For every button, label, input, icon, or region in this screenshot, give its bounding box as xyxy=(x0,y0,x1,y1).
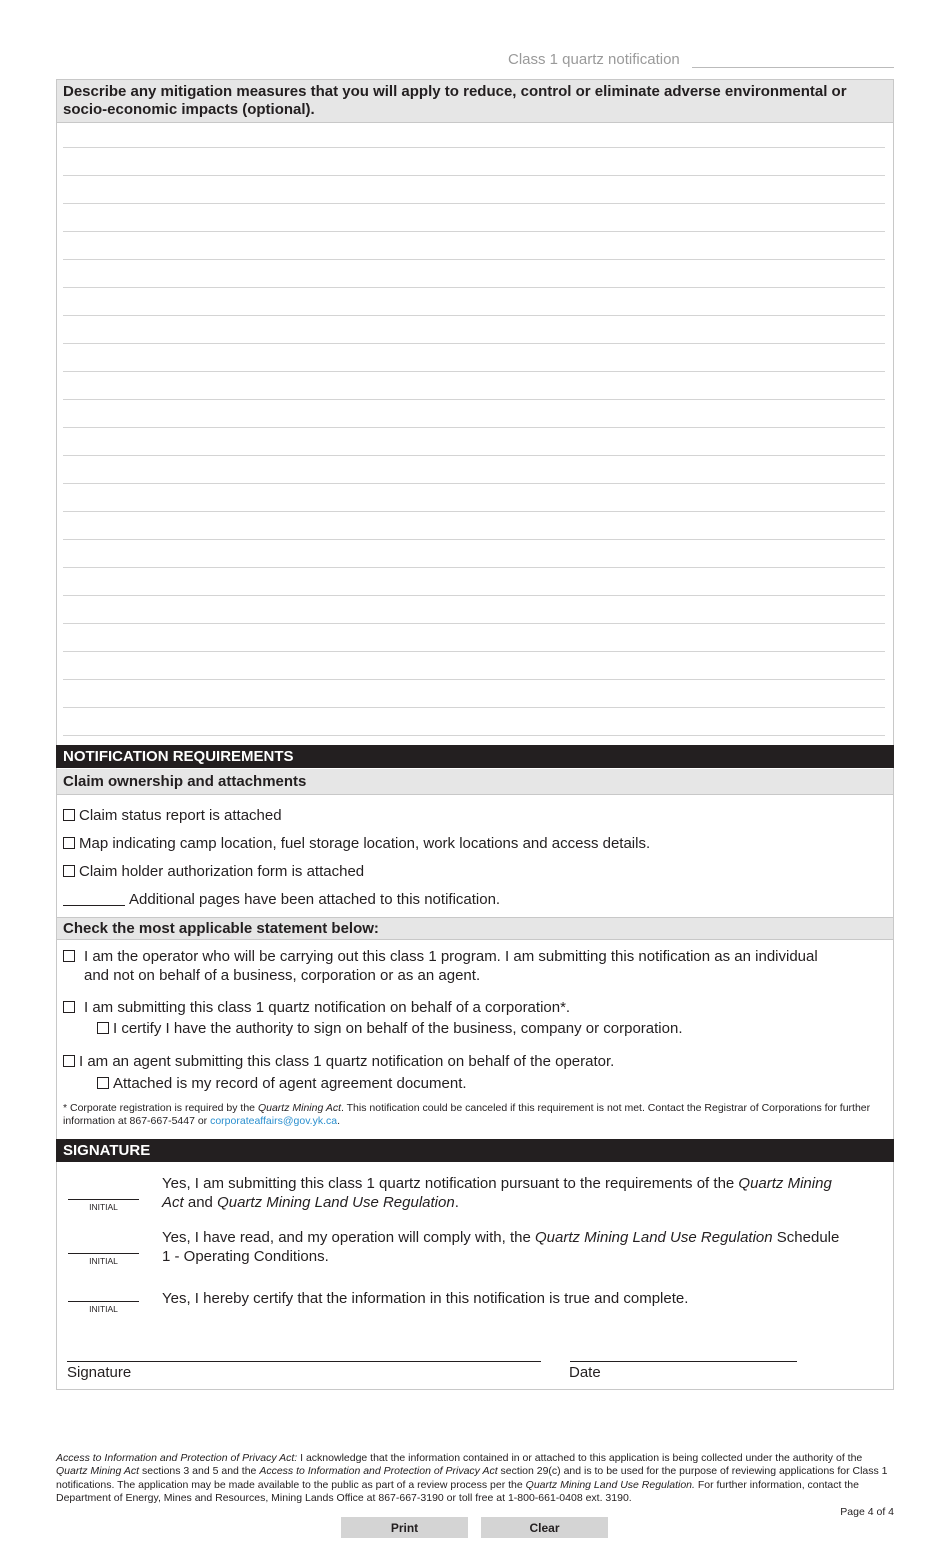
print-button[interactable]: Print xyxy=(341,1517,468,1538)
map-label: Map indicating camp location, fuel storage location, work locations and access details. xyxy=(79,834,651,852)
authorization-row xyxy=(63,861,364,881)
mitigation-question: Describe any mitigation measures that you will apply to reduce, control or eliminate adverse environmental or socio-economic impacts (optional). xyxy=(57,80,893,123)
privacy-text-6: section 29(c) and is to be used for the purpose of reviewing applications for Class 1 notifications. The application may be made available to the public as part of a review process per the xyxy=(56,1465,888,1491)
answer-rule-line xyxy=(63,147,885,148)
privacy-text-8: For further information, contact the Department of Energy, Mines and Resources, Mining Lands Office at 867-667-3190 or toll free at 1-800-661-0408 ext. 3190. xyxy=(56,1478,859,1504)
answer-rule-line xyxy=(63,595,885,596)
corporation-label: I am submitting this class 1 quartz notification on behalf of a corporation*. xyxy=(84,999,571,1016)
statement-operating-conditions xyxy=(162,1228,842,1266)
operator-label: I am the operator who will be carrying out this class 1 program. I am submitting this notification as an individual and not on behalf of a business, corporation or as an agent. xyxy=(84,948,818,984)
notification-title: NOTIFICATION REQUIREMENTS xyxy=(56,745,894,768)
initial-label-2: INITIAL xyxy=(89,1256,118,1266)
s1-text-b: Quartz Mining Act xyxy=(162,1175,832,1211)
s1-text-e: . xyxy=(454,1194,459,1211)
answer-rule-line xyxy=(63,203,885,204)
initial-field-2[interactable] xyxy=(68,1253,139,1254)
footnote-end: . xyxy=(337,1115,341,1127)
form-name-line xyxy=(692,67,894,68)
privacy-notice xyxy=(56,1452,896,1505)
page-number: Page 4 of 4 xyxy=(840,1506,894,1518)
answer-rule-line xyxy=(63,651,885,652)
clear-button[interactable]: Clear xyxy=(481,1517,608,1538)
claim-status-label: Claim status report is attached xyxy=(79,806,282,824)
operator-checkbox[interactable] xyxy=(63,950,75,962)
corporate-footnote xyxy=(63,1102,883,1128)
signature-title: SIGNATURE xyxy=(56,1139,894,1162)
claim-status-row xyxy=(63,805,282,825)
answer-rule-line xyxy=(63,315,885,316)
additional-pages-row xyxy=(63,889,500,909)
privacy-text-5: Access to Information and Protection of Privacy Act xyxy=(259,1465,498,1478)
privacy-text-3: Quartz Mining Act xyxy=(56,1465,140,1478)
agent-record-statement xyxy=(97,1074,837,1093)
footnote-act: Quartz Mining Act xyxy=(257,1102,341,1114)
signature-field[interactable] xyxy=(67,1361,541,1362)
privacy-text-7: Quartz Mining Land Use Regulation. xyxy=(525,1478,695,1491)
form-name: Class 1 quartz notification xyxy=(508,51,680,68)
date-field[interactable] xyxy=(570,1361,797,1362)
s2-text-c: Schedule 1 - Operating Conditions. xyxy=(162,1229,840,1265)
s2-text-b: Quartz Mining Land Use Regulation xyxy=(534,1229,773,1246)
statement-certify-true: Yes, I hereby certify that the information in this notification is true and complete. xyxy=(162,1290,689,1307)
answer-rule-line xyxy=(63,623,885,624)
corporation-checkbox[interactable] xyxy=(63,1001,75,1013)
s2-text-a: Yes, I have read, and my operation will comply with, the xyxy=(162,1229,535,1246)
corporation-certify-checkbox[interactable] xyxy=(97,1022,109,1034)
authorization-checkbox[interactable] xyxy=(63,865,75,877)
answer-rule-line xyxy=(63,735,885,736)
map-row xyxy=(63,833,650,853)
answer-rule-line xyxy=(63,455,885,456)
map-checkbox[interactable] xyxy=(63,837,75,849)
answer-rule-line xyxy=(63,343,885,344)
s1-text-c: and xyxy=(183,1194,218,1211)
initial-field-3[interactable] xyxy=(68,1301,139,1302)
initial-field-1[interactable] xyxy=(68,1199,139,1200)
privacy-act-name: Access to Information and Protection of Privacy Act: xyxy=(56,1452,298,1464)
statement-quartz-act xyxy=(162,1174,842,1212)
operator-statement xyxy=(63,947,823,985)
statements-title: Check the most applicable statement below: xyxy=(57,917,893,940)
answer-rule-line xyxy=(63,427,885,428)
answer-rule-line xyxy=(63,175,885,176)
answer-rule-line xyxy=(63,287,885,288)
authorization-label: Claim holder authorization form is attached xyxy=(79,862,365,880)
initial-label-1: INITIAL xyxy=(89,1202,118,1212)
agent-checkbox[interactable] xyxy=(63,1055,75,1067)
answer-rule-line xyxy=(63,567,885,568)
corporation-certify-statement xyxy=(97,1019,837,1038)
s1-text-a: Yes, I am submitting this class 1 quartz notification pursuant to the requirements of the xyxy=(162,1175,739,1192)
corporate-affairs-email-link[interactable]: corporateaffairs@gov.yk.ca xyxy=(210,1115,338,1127)
answer-rule-line xyxy=(63,511,885,512)
agent-record-label: Attached is my record of agent agreement document. xyxy=(113,1075,467,1092)
agent-label: I am an agent submitting this class 1 quartz notification on behalf of the operator. xyxy=(79,1053,615,1070)
answer-rule-line xyxy=(63,679,885,680)
agent-statement xyxy=(63,1052,823,1071)
initial-label-3: INITIAL xyxy=(89,1304,118,1314)
answer-rule-line xyxy=(63,483,885,484)
privacy-text-2: I acknowledge that the information contained in or attached to this application is being collected under the authority of the xyxy=(297,1452,863,1464)
claim-ownership-subtitle: Claim ownership and attachments xyxy=(57,769,893,795)
claim-status-checkbox[interactable] xyxy=(63,809,75,821)
answer-rule-line xyxy=(63,539,885,540)
corporation-certify-label: I certify I have the authority to sign on behalf of the business, company or corporation. xyxy=(113,1020,683,1037)
footnote-text-1: * Corporate registration is required by the xyxy=(63,1102,258,1114)
answer-rule-line xyxy=(63,231,885,232)
s1-text-d: Quartz Mining Land Use Regulation xyxy=(217,1194,455,1211)
answer-rule-line xyxy=(63,259,885,260)
corporation-statement xyxy=(63,998,823,1017)
answer-rule-line xyxy=(63,399,885,400)
agent-record-checkbox[interactable] xyxy=(97,1077,109,1089)
footnote-text-2: . This notification could be canceled if this requirement is not met. Contact the Registrar of Corporations for further information at 867-667-5447 or xyxy=(63,1102,871,1127)
privacy-text-4: sections 3 and 5 and the xyxy=(139,1465,260,1478)
answer-rule-line xyxy=(63,707,885,708)
additional-pages-field[interactable] xyxy=(63,893,125,906)
additional-pages-label: Additional pages have been attached to this notification. xyxy=(129,890,501,908)
answer-rule-line xyxy=(63,371,885,372)
date-label: Date xyxy=(569,1364,601,1381)
signature-label: Signature xyxy=(67,1364,132,1381)
